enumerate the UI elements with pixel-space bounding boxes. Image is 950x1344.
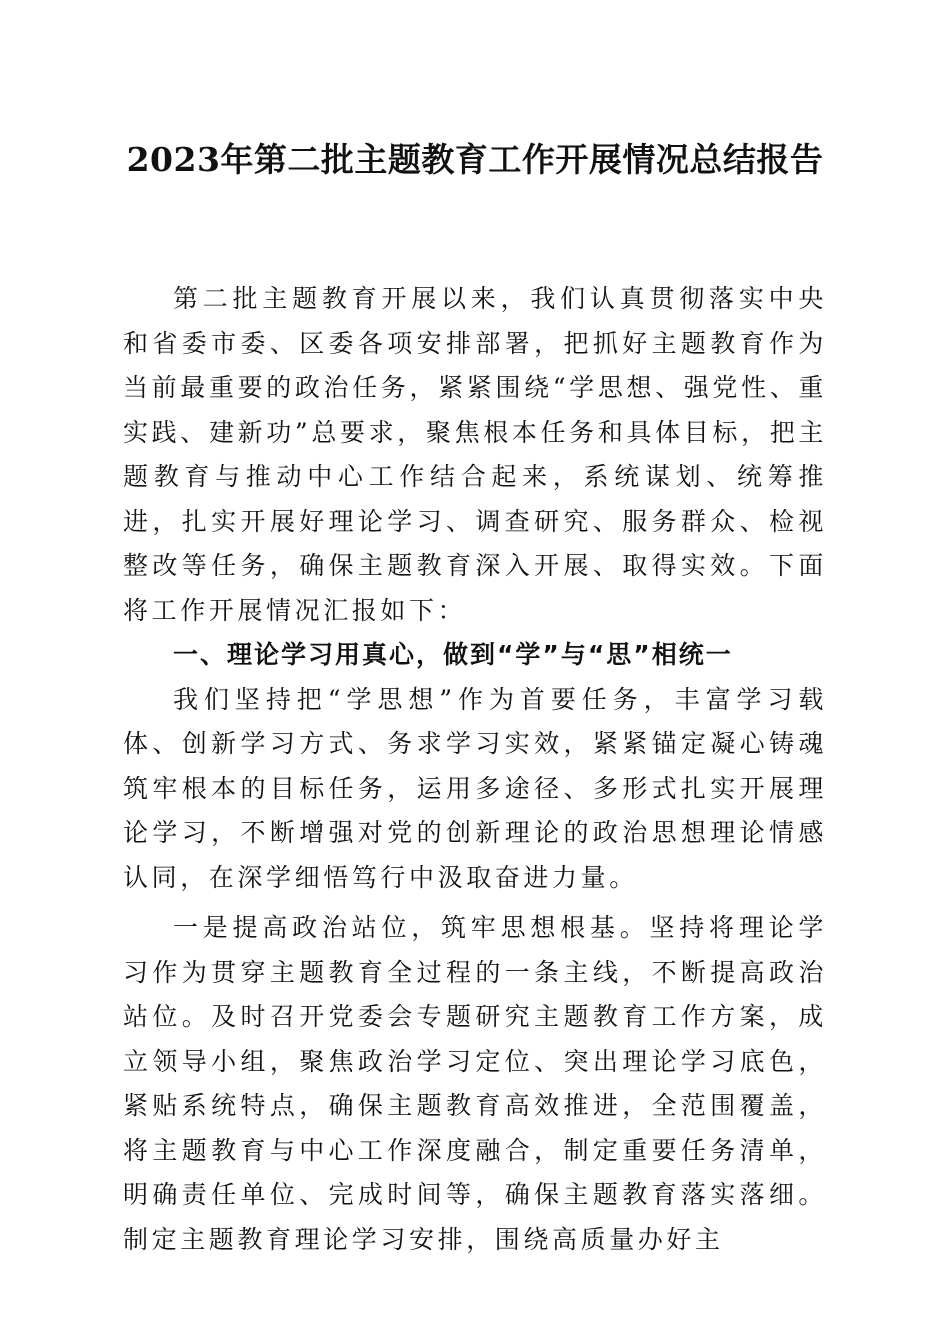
document-body: [123, 277, 827, 1262]
document-title: 2023年第二批主题教育工作开展情况总结报告: [126, 140, 824, 179]
section-intro-paragraph: 我们坚持把“学思想”作为首要任务，丰富学习载体、创新学习方式、务求学习实效，紧紧锚定凝心铸魂筑牢根本的目标任务，运用多途径、多形式扎实开展理论学习，不断增强对党的创新理论的政治思想理论情感认同，在深学细悟笃行中汲取奋进力量。: [123, 684, 827, 892]
section-heading: 一、理论学习用真心，做到“学”与“思”相统一: [173, 640, 733, 669]
point-one-paragraph: 一是提高政治站位，筑牢思想根基。坚持将理论学习作为贯穿主题教育全过程的一条主线，不断提高政治站位。及时召开党委会专题研究主题教育工作方案，成立领导小组，聚焦政治学习定位、突出理论学习底色，紧贴系统特点，确保主题教育高效推进，全范围覆盖，将主题教育与中心工作深度融合，制定重要任务清单，明确责任单位、完成时间等，确保主题教育落实落细。制定主题教育理论学习安排，围绕高质量办好主: [123, 913, 827, 1254]
intro-paragraph: 第二批主题教育开展以来，我们认真贯彻落实中央和省委市委、区委各项安排部署，把抓好主题教育作为当前最重要的政治任务，紧紧围绕“学思想、强党性、重实践、建新功”总要求，聚焦根本任务和具体目标，把主题教育与推动中心工作结合起来，系统谋划、统筹推进，扎实开展好理论学习、调查研究、服务群众、检视整改等任务，确保主题教育深入开展、取得实效。下面将工作开展情况汇报如下：: [123, 284, 827, 625]
